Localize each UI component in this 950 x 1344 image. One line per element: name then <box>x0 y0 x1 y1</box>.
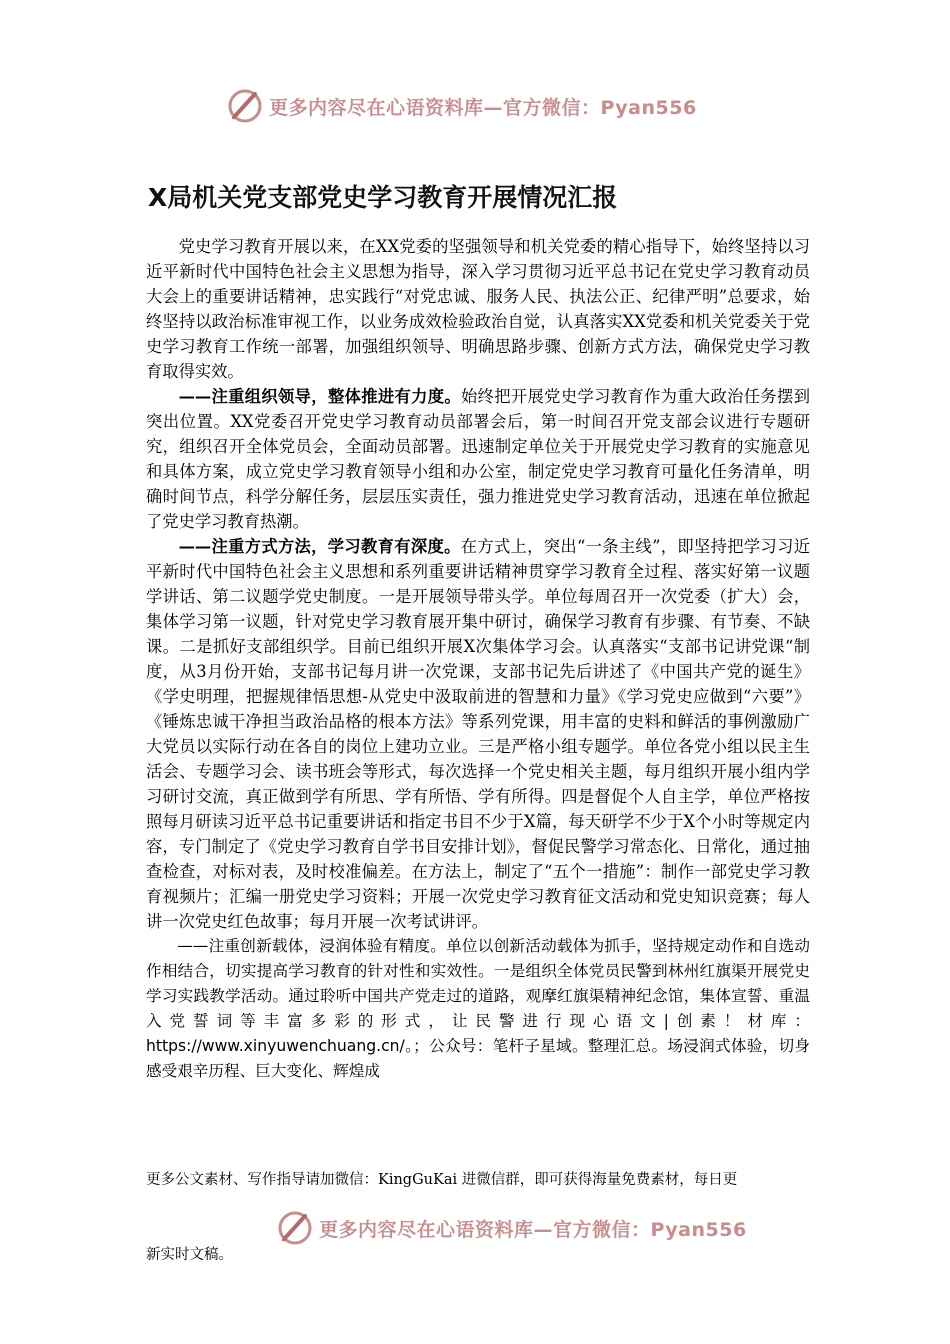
brush-logo-icon <box>225 86 265 126</box>
paragraph-text: 始终把开展党史学习教育作为重大政治任务摆到突出位置。XX党委召开党史学习教育动员部署会后，第一时间召开党支部会议进行专题研究，组织召开全体党员会，全面动员部署。迅速制定单位关于开展党史学习教育的实施意见和具体方案，成立党史学习教育领导小组和办公室，制定党史学习教育可量化任务清单，明确时间节点，科学分解任务，层层压实责任，强力推进党史学习教育活动，迅速在单位掀起了党史学习教育热潮。 <box>146 387 810 531</box>
paragraph-lead: ——注重组织领导，整体推进有力度。 <box>178 387 462 406</box>
footer-note-continued: 新实时文稿。 <box>146 1247 233 1263</box>
paragraph-text: 在方式上，突出“一条主线”，即坚持把学习习近平新时代中国特色社会主义思想和系列重要讲话精神贯穿学习教育全过程、落实好第一议题学讲话、第二议题学党史制度。一是开展领导带头学。单位每周召开一次党委（扩大）会，集体学习第一议题，针对党史学习教育展开集中研讨，确保学习教育有步骤、有节奏、不缺课。二是抓好支部组织学。目前已组织开展X次集体学习会。认真落实“支部书记讲党课“制度，从3月份开始，支部书记每月讲一次党课，支部书记先后讲述了《中国共产党的诞生》《学史明理，把握规律悟思想-从党史中汲取前进的智慧和力量》《学习党史应做到“六要”》《锤炼忠诚干净担当政治品格的根本方法》等系列党课，用丰富的史料和鲜活的事例激励广大党员以实际行动在各自的岗位上建功立业。三是严格小组专题学。单位各党小组以民主生活会、专题学习会、读书班会等形式，每次选择一个党史相关主题，每月组织开展小组内学习研讨交流，真正做到学有所思、学有所悟、学有所得。四是督促个人自主学，单位严格按照每月研读习近平总书记重要讲话和指定书目不少于X篇，每天研学不少于X个小时等规定内容，专门制定了《党史学习教育自学书目安排计划》，督促民警学习常态化、日常化，通过抽查检查，对标对表，及时校准偏差。在方法上，制定了“五个一措施”：制作一部党史学习教育视频片；汇编一册党史学习资料；开展一次党史学习教育征文活动和党史知识竞赛；每人讲一次党史红色故事；每月开展一次考试讲评。 <box>146 537 810 931</box>
paragraph-intro <box>146 234 810 384</box>
paragraph-text: 党史学习教育开展以来，在XX党委的坚强领导和机关党委的精心指导下，始终坚持以习近平新时代中国特色社会主义思想为指导，深入学习贯彻习近平总书记在党史学习教育动员大会上的重要讲话精神，忠实践行“对党忠诚、服务人民、执法公正、纪律严明”总要求，始终坚持以政治标准审视工作，以业务成效检验政治自觉，认真落实XX党委和机关党委关于党史学习教育工作统一部署，加强组织领导、明确思路步骤、创新方式方法，确保党史学习教育取得实效。 <box>146 237 810 381</box>
paragraph-methods <box>146 534 810 934</box>
footer-banner <box>275 1206 747 1250</box>
footer-banner-text: 更多内容尽在心语资料库—官方微信：Pyan556 <box>319 1218 747 1241</box>
footer-note: 更多公文素材、写作指导请加微信：KingGuKai 进微信群，即可获得海量免费素材，每日更 <box>146 1172 738 1188</box>
document-title: X局机关党支部党史学习教育开展情况汇报 <box>148 183 618 212</box>
document-body <box>146 234 810 1084</box>
header-banner <box>225 84 697 128</box>
paragraph-innovation <box>146 934 810 1084</box>
paragraph-text: ——注重创新载体，浸润体验有精度。单位以创新活动载体为抓手，坚持规定动作和自选动作相结合，切实提高学习教育的针对性和实效性。一是组织全体党员民警到林州红旗渠开展党史学习实践教学活动。通过聆听中国共产党走过的道路，观摩红旗渠精神纪念馆，集体宣誓、重温入党誓词等丰富多彩的形式，让民警进行现心语文|创素！材库：https://www.xinyuwenchuang.cn/。；公众号：笔杆子星域。整理汇总。场浸润式体验，切身感受艰辛历程、巨大变化、辉煌成 <box>146 937 810 1080</box>
brush-logo-icon <box>275 1208 315 1248</box>
paragraph-lead: ——注重方式方法，学习教育有深度。 <box>178 537 461 556</box>
paragraph-organization <box>146 384 810 534</box>
header-banner-text: 更多内容尽在心语资料库—官方微信：Pyan556 <box>269 96 697 119</box>
